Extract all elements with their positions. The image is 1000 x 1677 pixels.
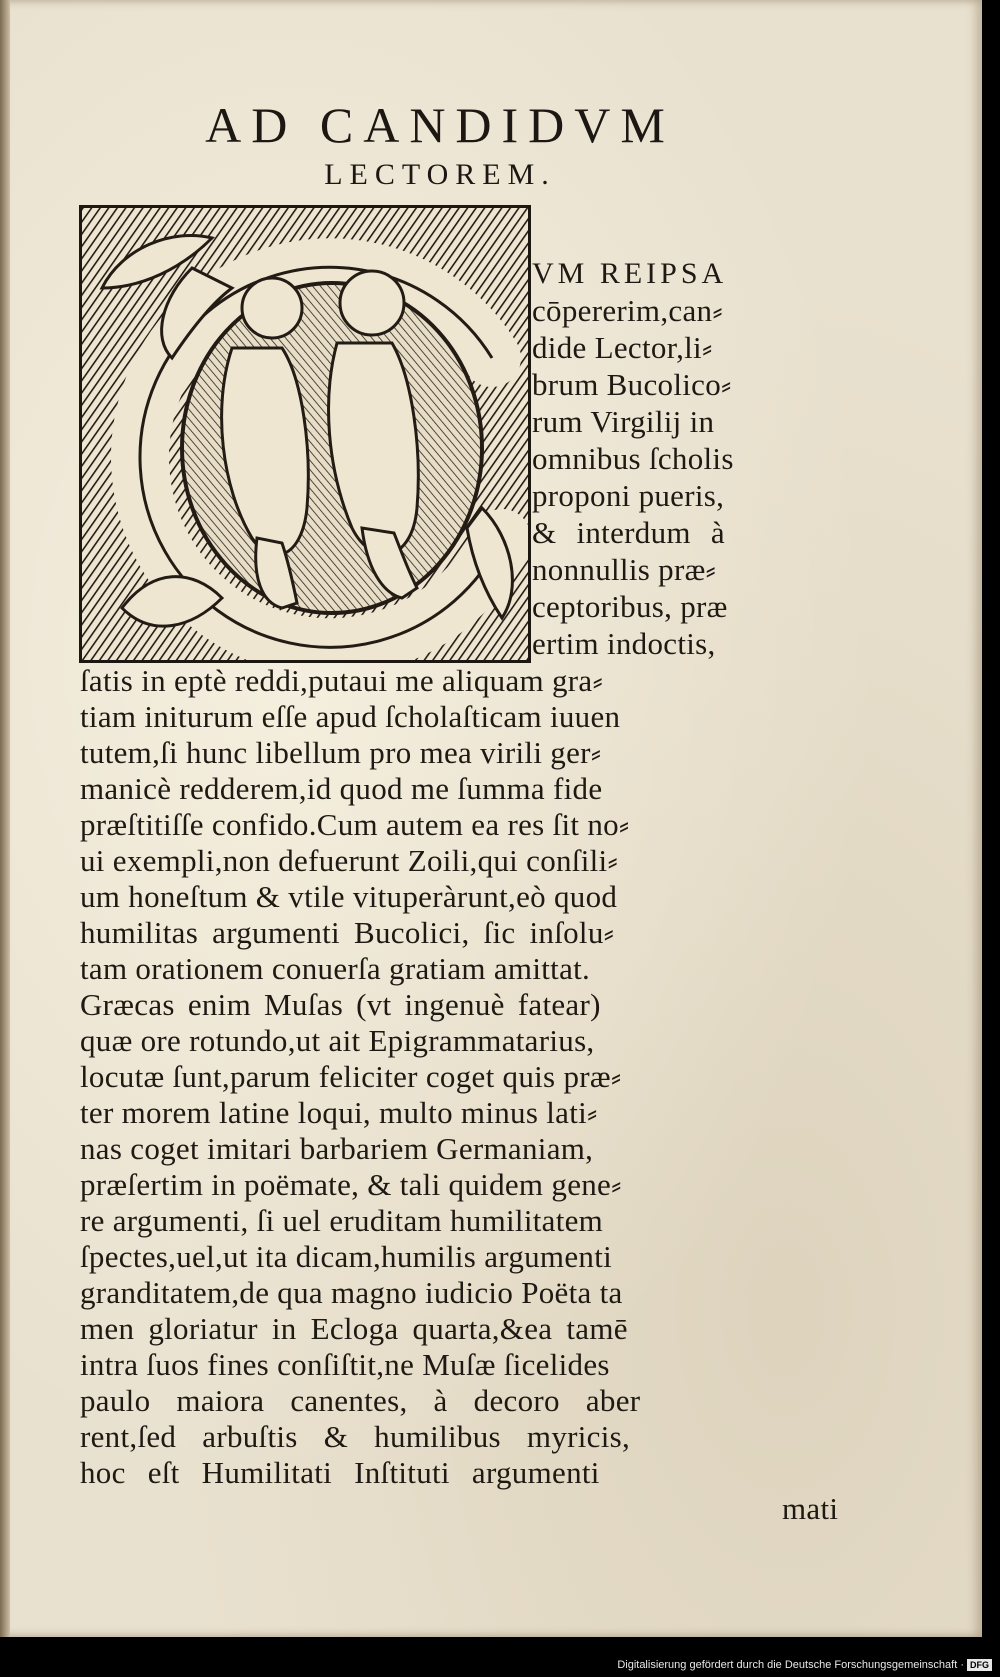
text-line: omnibus ſcholis	[532, 441, 734, 476]
text-line: præſertim in poëmate, & tali quidem gene⸗	[80, 1167, 622, 1202]
page-subtitle: LECTOREM.	[324, 158, 556, 191]
text-line: re argumenti, ſi uel eruditam humilitatem	[80, 1203, 604, 1238]
text-line: præſtitiſſe confido.Cum autem ea res ſit no⸗	[80, 807, 630, 842]
text-line: quæ ore rotundo,ut ait Epigrammatarius,	[80, 1023, 595, 1058]
text-line: paulo maiora canentes, à decoro aber	[80, 1383, 641, 1418]
text-line: tutem,ſi hunc libellum pro mea virili ger⸗	[80, 735, 602, 770]
text-line: Græcas enim Muſas (vt ingenuè fatear)	[80, 987, 601, 1022]
text-line: manicè redderem,id quod me ſumma fide	[80, 771, 603, 806]
text-line: & interdum à	[532, 515, 725, 550]
credit-text: Digitalisierung gefördert durch die Deutsche Forschungsgemeinschaft ·	[617, 1658, 964, 1671]
text-line: rum Virgilij in	[532, 404, 715, 439]
text-line: nas coget imitari barbariem Germaniam,	[80, 1131, 594, 1166]
text-line: cōpererim,can⸗	[532, 293, 723, 328]
decorated-initial-woodcut	[79, 205, 531, 663]
digitization-credit	[617, 1659, 992, 1671]
text-line: proponi pueris,	[532, 478, 725, 513]
text-line: VM REIPSA	[532, 257, 728, 290]
dfg-logo-icon: DFG	[967, 1659, 992, 1671]
text-line: ter morem latine loqui, multo minus lati⸗	[80, 1095, 598, 1130]
text-line: tam orationem conuerſa gratiam amittat.	[80, 951, 591, 986]
catchword: mati	[782, 1491, 839, 1526]
text-line: ertim indoctis,	[532, 626, 716, 661]
text-line: humilitas argumenti Bucolici, ſic inſolu⸗	[80, 915, 615, 950]
page-title: AD CANDIDVM	[205, 97, 675, 153]
text-line: intra ſuos fines conſiſtit,ne Muſæ ſicelides	[80, 1347, 610, 1382]
text-line: ſatis in eptè reddi,putaui me aliquam gra⸗	[80, 663, 604, 698]
text-line: ceptoribus, præ	[532, 589, 728, 624]
text-line: locutæ ſunt,parum feliciter coget quis præ⸗	[80, 1059, 622, 1094]
woodcut-initial-c-icon	[82, 208, 528, 660]
text-line: men gloriatur in Ecloga quarta,&ea tamē	[80, 1311, 628, 1346]
text-line: dide Lector,li⸗	[532, 330, 713, 365]
text-line: um honeſtum & vtile vituperàrunt,eò quod	[80, 879, 618, 914]
text-line: ſpectes,uel,ut ita dicam,humilis argumenti	[80, 1239, 613, 1274]
text-line: granditatem,de qua magno iudicio Poëta ta	[80, 1275, 623, 1310]
text-line: nonnullis præ⸗	[532, 552, 717, 587]
text-line: brum Bucolico⸗	[532, 367, 732, 402]
text-line: hoc eſt Humilitati Inſtituti argumenti	[80, 1455, 600, 1490]
text-line: rent,ſed arbuſtis & humilibus myricis,	[80, 1419, 631, 1454]
text-line: ui exempli,non defuerunt Zoili,qui conſili⸗	[80, 843, 619, 878]
page-spine-shadow	[0, 0, 10, 1637]
text-line: tiam initurum eſſe apud ſcholaſticam iuuen	[80, 699, 621, 734]
